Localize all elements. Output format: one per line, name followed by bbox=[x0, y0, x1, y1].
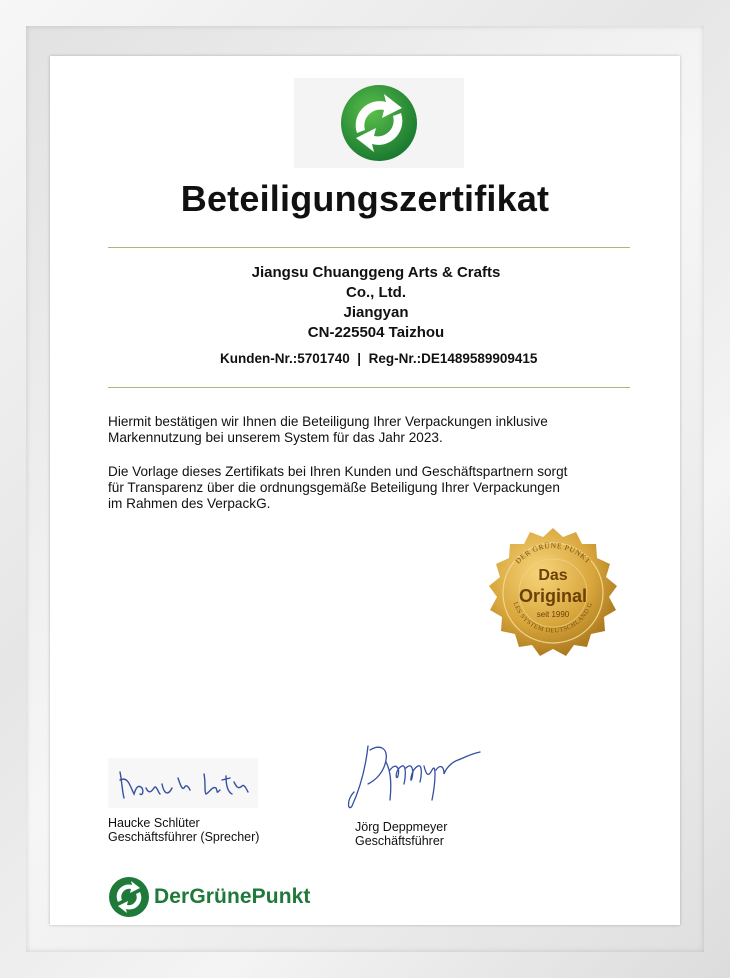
gold-seal-icon bbox=[474, 514, 632, 672]
signature-deppmeyer bbox=[340, 740, 490, 815]
signature-schlueter bbox=[108, 758, 258, 808]
brand-name: DerGrünePunkt bbox=[154, 885, 311, 908]
seal-das: Das bbox=[538, 567, 568, 584]
signer-role: Geschäftsführer (Sprecher) bbox=[108, 830, 260, 844]
paragraph-transparency-line3: im Rahmen des VerpackG. bbox=[108, 496, 271, 511]
brand-logo bbox=[108, 876, 150, 920]
paragraph-transparency bbox=[108, 464, 648, 512]
handwritten-signature-icon bbox=[340, 740, 490, 815]
gruener-punkt-logo-icon bbox=[108, 876, 150, 918]
paragraph-confirmation bbox=[108, 414, 648, 446]
paragraph-confirmation-line1: Hiermit bestätigen wir Ihnen die Beteiligung Ihrer Verpackungen inklusive bbox=[108, 414, 548, 429]
certificate-title: Beteiligungszertifikat bbox=[180, 178, 550, 219]
top-logo-panel bbox=[294, 78, 464, 168]
signer-role: Geschäftsführer bbox=[355, 834, 444, 848]
company-name-line2: Co., Ltd. bbox=[346, 284, 406, 301]
paragraph-transparency-line2: für Transparenz über die ordnungsgemäße Beteiligung Ihrer Verpackungen bbox=[108, 480, 560, 495]
seal-arc-top: DER GRÜNE PUNKT bbox=[513, 540, 593, 566]
divider-top bbox=[108, 247, 630, 248]
handwritten-signature-icon bbox=[108, 758, 258, 808]
paragraph-confirmation-line2: Markennutzung bei unserem System für das Jahr 2023. bbox=[108, 430, 443, 445]
customer-registration-numbers: Kunden-Nr.:5701740 | Reg-Nr.:DE1489589909415 bbox=[220, 351, 538, 366]
divider-bottom bbox=[108, 387, 630, 388]
signer-name: Jörg Deppmeyer bbox=[355, 820, 448, 834]
signer-schlueter bbox=[108, 816, 259, 844]
company-name-line1: Jiangsu Chuanggeng Arts & Crafts bbox=[251, 264, 501, 281]
seal-since: seit 1990 bbox=[536, 610, 570, 619]
recycling-arrows-icon bbox=[294, 78, 464, 168]
signer-deppmeyer bbox=[355, 820, 447, 848]
paragraph-transparency-line1: Die Vorlage dieses Zertifikats bei Ihren Kunden und Geschäftspartnern sorgt bbox=[108, 464, 568, 479]
company-city: Jiangyan bbox=[343, 304, 409, 321]
seal-arc-around: LES SYSTEM DEUTSCHLAND G bbox=[511, 601, 595, 635]
seal-original: Original bbox=[518, 586, 588, 606]
original-seal bbox=[474, 514, 632, 672]
signer-name: Haucke Schlüter bbox=[108, 816, 200, 830]
company-postcode-city: CN-225504 Taizhou bbox=[307, 324, 445, 341]
